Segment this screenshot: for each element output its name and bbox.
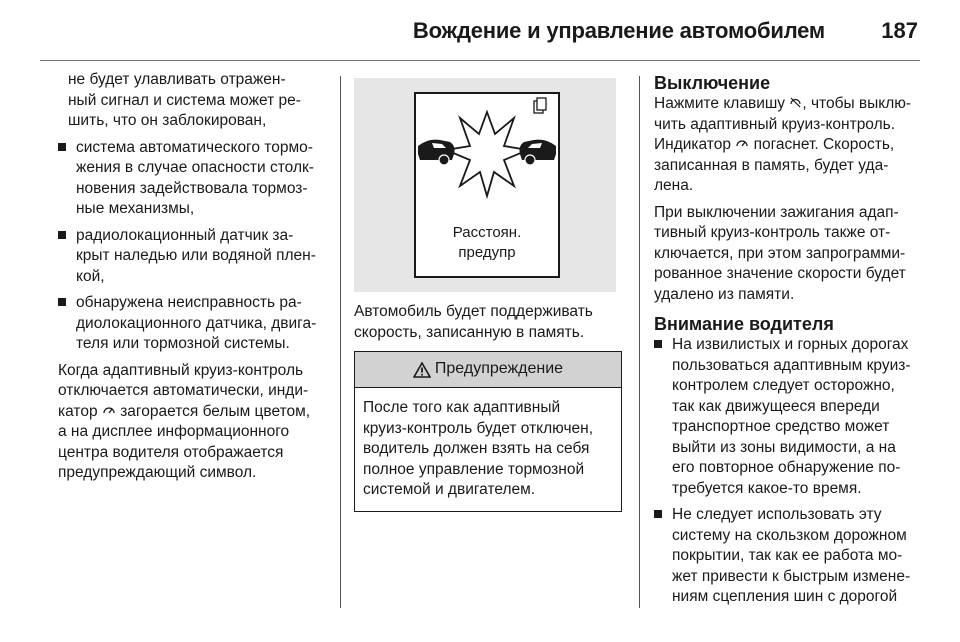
continued-text: не будет улавливать отражен- ный сигнал и система может ре- шить, что он заблокирован, (68, 71, 301, 129)
column-divider-left (340, 76, 341, 608)
section-heading-attention: Внимание водителя (654, 314, 834, 334)
bullet-square-icon (58, 298, 66, 306)
warning-box (354, 351, 622, 512)
cruise-indicator-icon (102, 405, 116, 417)
list-item: система автоматического тормо- жения в случае опасности столк- новения задействовала тормоз- ные механизмы, (58, 138, 330, 220)
bullet-list (58, 138, 330, 355)
display-message-line1: Расстоян. (452, 224, 522, 241)
page-title: Вождение и управление автомобилем (412, 18, 825, 43)
section-heading-off: Выключение (654, 73, 771, 93)
warning-body: После того как адаптивный круиз-контроль будет отключен, водитель должен взять на себя полное управление тормозной системой и двигателем. (363, 399, 594, 498)
bullet-list (654, 335, 924, 608)
warning-header (355, 352, 621, 388)
column-middle (354, 70, 626, 512)
off-paragraph: Нажмите клавишу , чтобы выклю- чить адаптивный круиз-контроль. Индикатор погаснет. Скорость, записанная в память, будет уда- лена. (654, 95, 912, 194)
list-item: Не следует использовать эту систему на скользком дорожном покрытии, так как ее работа мо- жет привести к быстрым измене- ниям сцепления шин с дорогой (654, 505, 924, 608)
auto-disable-paragraph: Когда адаптивный круиз-контроль отключается автоматически, инди- катор загорается белым цветом, а на дисплее информационного центра водителя отображается предупреждающий символ. (58, 361, 311, 481)
column-left (58, 70, 330, 490)
header-divider (40, 60, 920, 61)
list-item: На извилистых и горных дорогах пользоваться адаптивным круиз- контролем следует осторожно, так как движущееся впереди транспортное средство может выйти из зоны видимости, а на его повторное обнаружение по- требуется какое-то время. (654, 335, 924, 499)
page-icon (534, 98, 546, 113)
bullet-square-icon (654, 510, 662, 518)
list-item: обнаружена неисправность ра- диолокационного датчика, двига- теля или тормозной системы. (58, 293, 330, 355)
list-item: радиолокационный датчик за- крыт наледью или водяной плен- кой, (58, 226, 330, 288)
cruise-off-key-icon (789, 96, 802, 109)
bullet-square-icon (654, 340, 662, 348)
ignition-off-paragraph: При выключении зажигания адап- тивный круиз-контроль также от- ключается, при этом запрограмми- рованное значение скорости будет удалено из памяти. (654, 203, 906, 303)
driver-info-display (414, 92, 560, 278)
warning-title: Предупреждение (434, 360, 564, 378)
bullet-square-icon (58, 143, 66, 151)
display-message-line2: предупр (458, 244, 516, 261)
figure-caption: Автомобиль будет поддерживать скорость, записанную в память. (354, 303, 593, 341)
cruise-indicator-icon (735, 138, 749, 150)
bullet-square-icon (58, 231, 66, 239)
page-number: 187 (881, 18, 918, 43)
page-header (0, 0, 960, 60)
warning-triangle-icon (413, 362, 431, 378)
distance-warning-figure (354, 78, 616, 292)
column-right (654, 70, 924, 614)
column-divider-right (639, 76, 640, 608)
collision-warning-icon (416, 94, 558, 214)
